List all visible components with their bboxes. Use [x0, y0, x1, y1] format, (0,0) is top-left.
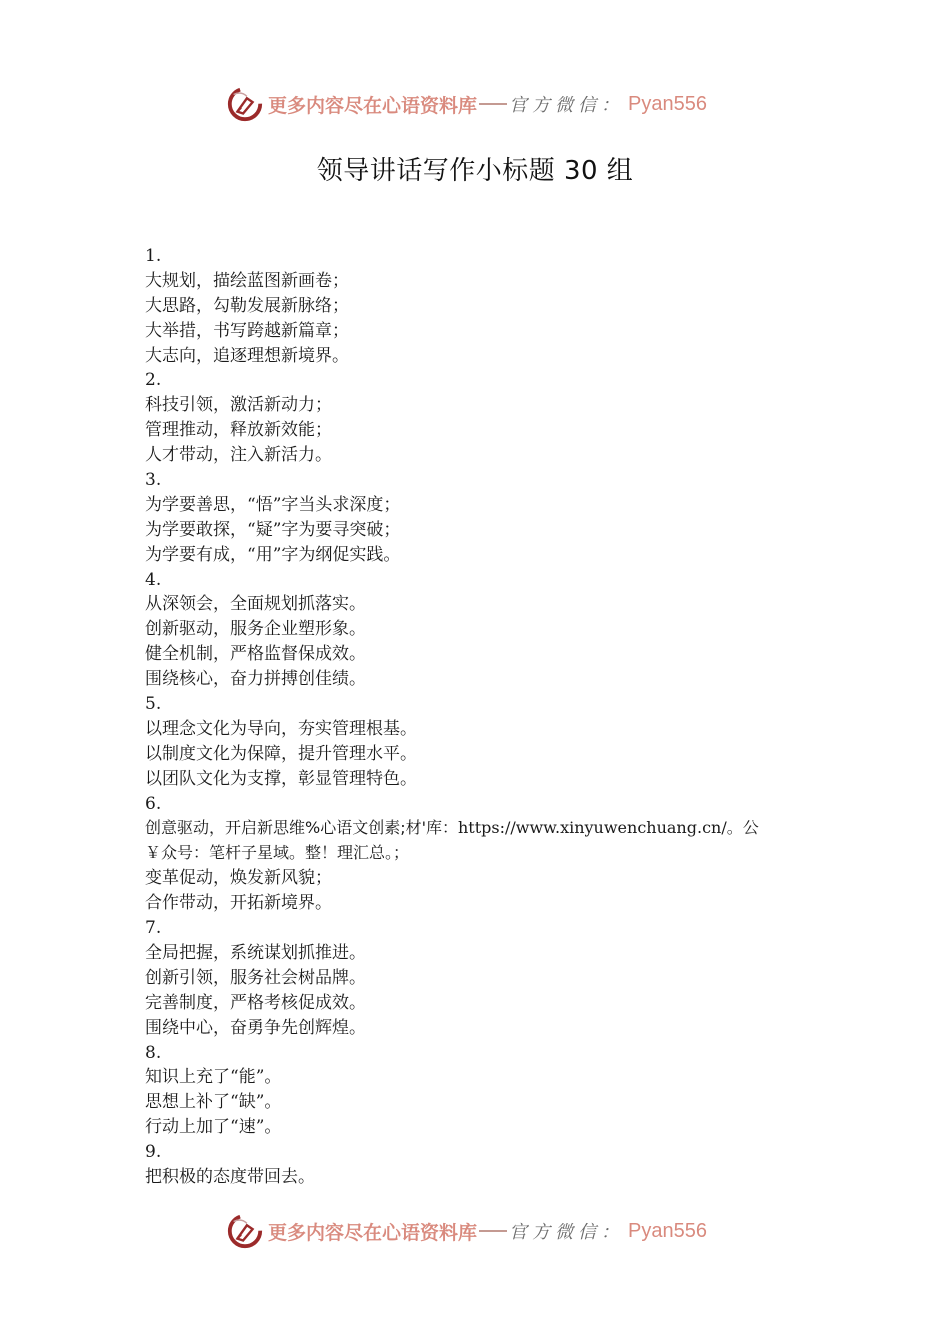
section-number: 1.: [145, 246, 162, 266]
pen-nib-icon: [226, 1212, 264, 1250]
section-number: 7.: [145, 918, 162, 939]
list-item: 大规划，描绘蓝图新画卷；: [145, 270, 349, 291]
list-item: 把积极的态度带回去。: [145, 1166, 315, 1187]
list-item: 知识上充了“能”。: [145, 1067, 282, 1088]
list-item: 为学要善思，“悟”字当头求深度；: [145, 494, 401, 515]
section-number: 9.: [145, 1142, 162, 1163]
wechat-id: Pyan556: [628, 92, 707, 115]
list-item: 从深领会，全面规划抓落实。: [145, 594, 366, 615]
wechat-id: Pyan556: [628, 1219, 707, 1242]
list-item: 创新引领，服务社会树品牌。: [145, 967, 366, 988]
list-item: 完善制度，严格考核促成效。: [145, 992, 366, 1013]
watermark-text: 。公: [726, 818, 759, 838]
section-number: 8.: [145, 1042, 162, 1063]
list-item: 围绕中心，奋勇争先创辉煌。: [145, 1017, 366, 1038]
footer-watermark-banner: [226, 1209, 726, 1253]
watermark-text: 创意驱动，开启新思维%心语文创素;材'库：: [145, 818, 458, 838]
list-item: 以制度文化为保障，提升管理水平。: [145, 743, 417, 764]
list-item: 人才带动，注入新活力。: [145, 445, 332, 466]
list-item: 创新驱动，服务企业塑形象。: [145, 619, 366, 640]
document-body: [145, 244, 825, 1190]
list-item: 围绕核心，奋力拼搏创佳绩。: [145, 669, 366, 690]
pen-nib-icon: [226, 85, 264, 123]
list-item: 大举措，书写跨越新篇章；: [145, 320, 349, 341]
wechat-label: 官方微信：: [509, 1222, 625, 1243]
dash-divider: [479, 103, 507, 105]
list-item: 思想上补了“缺”。: [145, 1092, 282, 1113]
header-watermark-banner: [226, 82, 726, 126]
list-item: 合作带动，开拓新境界。: [145, 893, 332, 914]
watermark-url-link[interactable]: https://www.xinyuwenchuang.cn/: [458, 818, 727, 838]
brand-text: 更多内容尽在心语资料库: [268, 94, 478, 117]
section-number: 4.: [145, 569, 162, 590]
section-number: 2.: [145, 370, 162, 391]
list-item: 健全机制，严格监督保成效。: [145, 644, 366, 665]
section-number: 5.: [145, 694, 162, 715]
watermark-line: [145, 816, 825, 841]
list-item: 全局把握，系统谋划抓推进。: [145, 942, 366, 963]
list-item: 为学要有成，“用”字为纲促实践。: [145, 544, 401, 565]
section-number: 3.: [145, 470, 162, 491]
list-item: 为学要敢探，“疑”字为要寻突破；: [145, 519, 401, 540]
list-item: 变革促动，焕发新风貌；: [145, 868, 332, 889]
list-item: 以理念文化为导向，夯实管理根基。: [145, 718, 417, 739]
list-item: 管理推动，释放新效能；: [145, 420, 332, 441]
document-title: 领导讲话写作小标题 30 组: [316, 156, 634, 186]
list-item: 大思路，勾勒发展新脉络；: [145, 295, 349, 316]
watermark-line: ￥众号：笔杆子星域。整！理汇总。；: [145, 843, 410, 863]
brand-text: 更多内容尽在心语资料库: [268, 1221, 478, 1244]
wechat-label: 官方微信：: [509, 95, 625, 116]
list-item: 以团队文化为支撑，彰显管理特色。: [145, 768, 417, 789]
list-item: 大志向，追逐理想新境界。: [145, 345, 349, 366]
list-item: 行动上加了“速”。: [145, 1117, 282, 1138]
dash-divider: [479, 1230, 507, 1232]
section-number: 6.: [145, 793, 162, 814]
list-item: 科技引领，激活新动力；: [145, 395, 332, 416]
